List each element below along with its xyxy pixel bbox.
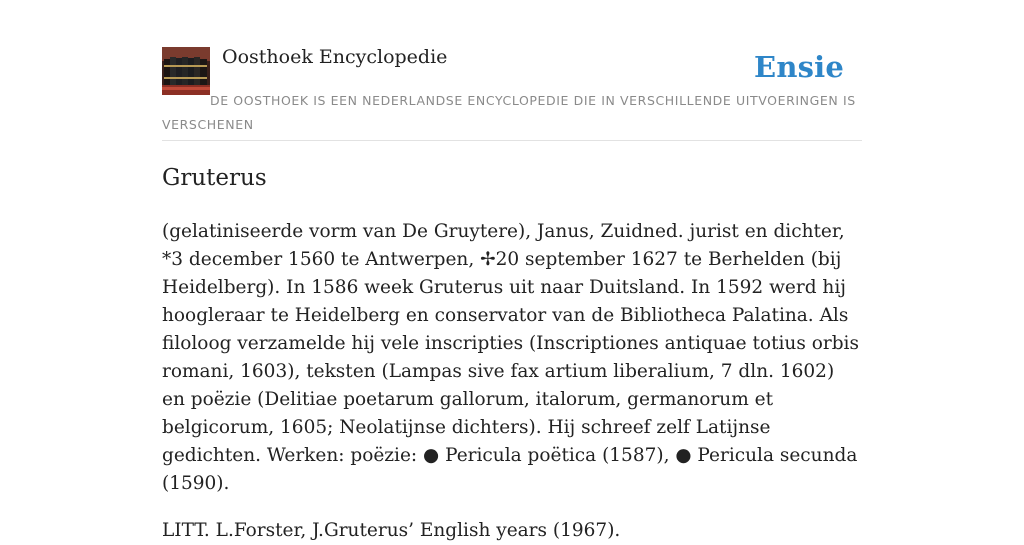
source-header <box>162 44 862 141</box>
article-body <box>162 218 862 498</box>
article-title: Gruterus <box>162 165 267 191</box>
source-title-link[interactable]: Oosthoek Encyclopedie <box>222 46 448 68</box>
ensie-logo-link[interactable]: Ensie <box>754 50 844 84</box>
article <box>162 160 862 545</box>
source-description: DE OOSTHOEK IS EEN NEDERLANDSE ENCYCLOPEDIE DIE IN VERSCHILLENDE UITVOERINGEN IS VERSCHENEN <box>162 93 856 132</box>
article-body-text: (gelatiniseerde vorm van De Gruytere), Janus, Zuidned. jurist en dichter, *3 december 1560 te Antwerpen, ✢20 september 1627 te Berhelden (bij Heidelberg). In 1586 week Gruterus uit naar Duitsland. In 1592 werd hij hoogleraar te Heidelberg en conservator van de Bibliotheca Palatina. Als filoloog verzamelde hij vele inscripties (Inscriptiones antiquae totius orbis romani, 1603), teksten (Lampas sive fax artium liberalium, 7 dln. 1602) en poëzie (Delitiae poetarum gallorum, italorum, germanorum et belgicorum, 1605; Neolatijnse dichters). Hij schreef zelf Latijnse gedichten. Werken: poëzie: <box>162 221 859 466</box>
bullet-icon: ● <box>675 445 692 466</box>
bullet-icon: ● <box>423 445 440 466</box>
source-avatar[interactable] <box>162 47 210 95</box>
work-item: Pericula secunda (1590). <box>162 445 858 494</box>
work-item: Pericula poëtica (1587), <box>445 445 670 466</box>
encyclopedia-books-icon <box>162 47 210 95</box>
article-literature: LITT. L.Forster, J.Gruterus’ English years (1967). <box>162 520 621 541</box>
